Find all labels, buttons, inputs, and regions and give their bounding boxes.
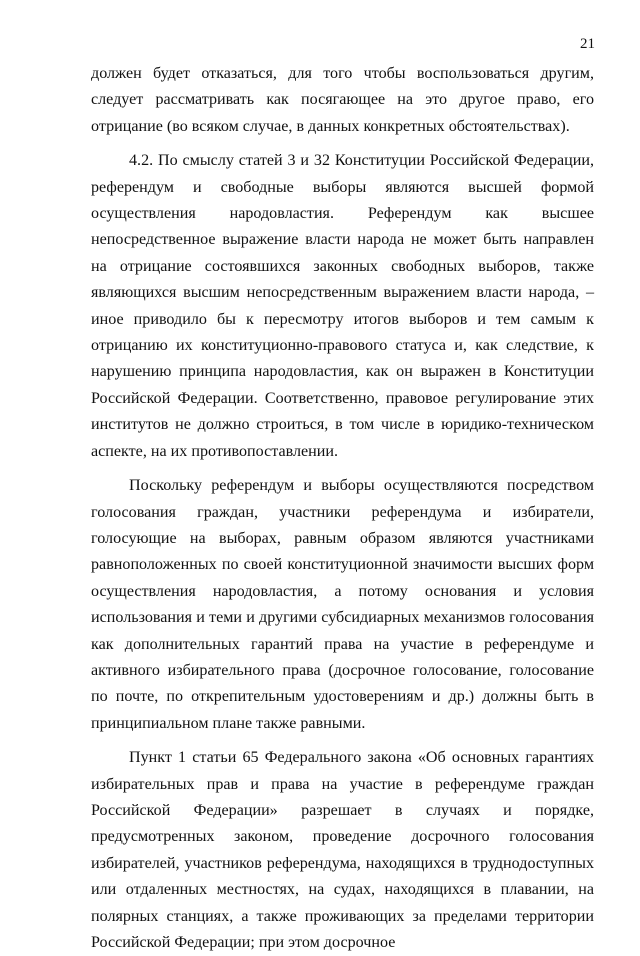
paragraph-referendum-elections: Поскольку референдум и выборы осуществляются посредством голосования граждан, участники референдума и избиратели, голосующие на выборах, равным образом являются участниками равноположенных по своей конституционной значимости высших форм осуществления народовластия, а потому основания и условия использования и теми и другими субсидиарных механизмов голосования как дополнительных гарантий права на участие в референдуме и активного избирательного права (досрочное голосование, голосование по почте, по открепительным удостоверениям и др.) должны быть в принципиальном плане также равными. xyxy=(91,477,594,732)
paragraph-article-65: Пункт 1 статьи 65 Федерального закона «Об основных гарантиях избирательных прав и права на участие в референдуме граждан Российской Федерации» разрешает в случаях и порядке, предусмотренных законом, проведение досрочного голосования избирателей, участников референдума, находящихся в труднодоступных или отдаленных местностях, на судах, находящихся в плавании, на полярных станциях, а также проживающих за пределами территории Российской Федерации; при этом досрочное xyxy=(91,749,594,951)
paragraph-continuation: должен будет отказаться, для того чтобы воспользоваться другим, следует рассматривать как посягающее на это другое право, его отрицание (во всяком случае, в данных конкретных обстоятельствах). xyxy=(91,65,594,135)
page-number: 21 xyxy=(580,36,595,52)
paragraph-section-4-2: 4.2. По смыслу статей 3 и 32 Конституции Российской Федерации, референдум и свободные выборы являются высшей формой осуществления народовластия. Референдум как высшее непосредственное выражение власти народа не может быть направлен на отрицание состоявшихся законных свободных выборов, также являющихся высшим непосредственным выражением власти народа, – иное приводило бы к пересмотру итогов выборов и тем самым к отрицанию их конституционно-правового статуса и, как следствие, к нарушению принципа народовластия, как он выражен в Конституции Российской Федерации. Соответственно, правовое регулирование этих институтов не должно строиться, в том числе в юридико-техническом аспекте, на их противопоставлении. xyxy=(91,152,594,460)
document-text xyxy=(91,61,594,956)
